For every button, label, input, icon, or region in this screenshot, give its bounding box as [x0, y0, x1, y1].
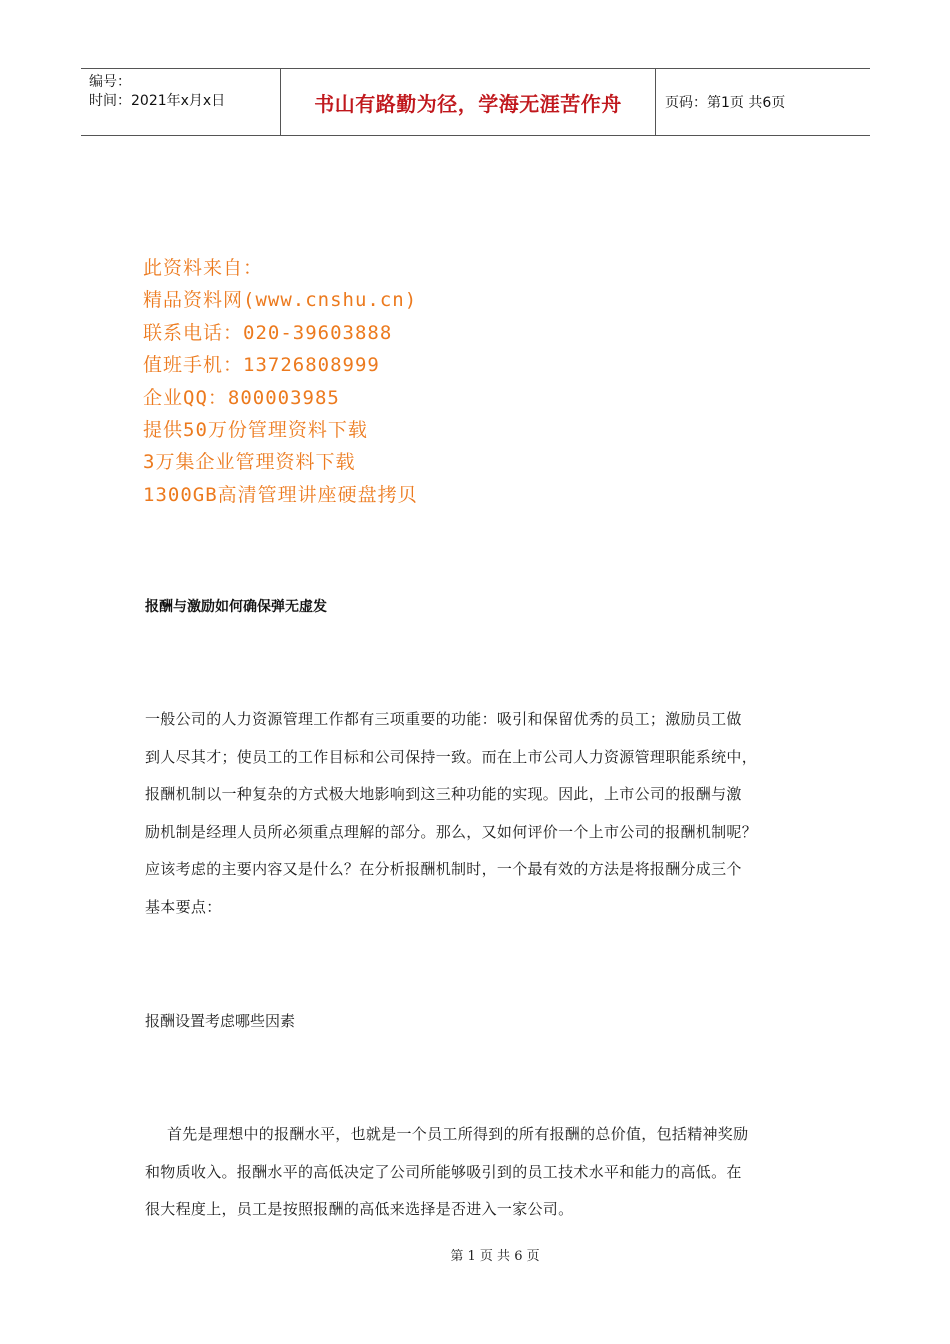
paragraph-line: 报酬机制以一种复杂的方式极大地影响到这三种功能的实现。因此，上市公司的报酬与激: [145, 785, 742, 803]
promo-line: 企业QQ：800003985: [143, 386, 340, 409]
paragraph-line: 首先是理想中的报酬水平，也就是一个员工所得到的所有报酬的总价值，包括精神奖励: [167, 1125, 749, 1143]
promo-line: 此资料来自：: [143, 257, 264, 279]
paragraph-line: 到人尽其才；使员工的工作目标和公司保持一致。而在上市公司人力资源管理职能系统中，: [145, 747, 758, 766]
promo-line: 1300GB高清管理讲座硬盘拷贝: [143, 483, 418, 506]
promo-block: [143, 252, 418, 511]
page-header: [81, 68, 870, 136]
paragraph-line: 应该考虑的主要内容又是什么？在分析报酬机制时，一个最有效的方法是将报酬分成三个: [145, 860, 742, 878]
promo-line: 提供50万份管理资料下载: [143, 419, 368, 442]
paragraph-line: 一般公司的人力资源管理工作都有三项重要的功能：吸引和保留优秀的员工；激励员工做: [145, 710, 742, 728]
paragraph-line: 和物质收入。报酬水平的高低决定了公司所能够吸引到的员工技术水平和能力的高低。在: [145, 1162, 742, 1181]
header-time-label: 时间：2021年x月x日: [89, 93, 226, 109]
header-motto: 书山有路勤为径，学海无涯苦作舟: [281, 69, 656, 135]
article-title: 报酬与激励如何确保弹无虚发: [145, 599, 327, 615]
promo-line: 值班手机：13726808999: [143, 354, 380, 377]
header-number-label: 编号：: [89, 74, 131, 90]
paragraph-line: 励机制是经理人员所必须重点理解的部分。那么，又如何评价一个上市公司的报酬机制呢？: [145, 822, 758, 841]
article-paragraph-2: [145, 1116, 805, 1229]
header-page-info: 页码：第1页 共6页: [665, 95, 786, 111]
page-footer: 第 1 页 共 6 页: [450, 1249, 540, 1264]
article-paragraph-1: [145, 701, 805, 926]
promo-line: 精品资料网(www.cnshu.cn): [143, 289, 418, 312]
promo-line: 3万集企业管理资料下载: [143, 451, 356, 474]
article-subheading: 报酬设置考虑哪些因素: [145, 1012, 296, 1030]
promo-line: 联系电话：020-39603888: [143, 321, 393, 344]
header-meta: [81, 69, 281, 135]
paragraph-line: 基本要点：: [145, 897, 222, 916]
paragraph-line: 很大程度上，员工是按照报酬的高低来选择是否进入一家公司。: [145, 1200, 574, 1218]
